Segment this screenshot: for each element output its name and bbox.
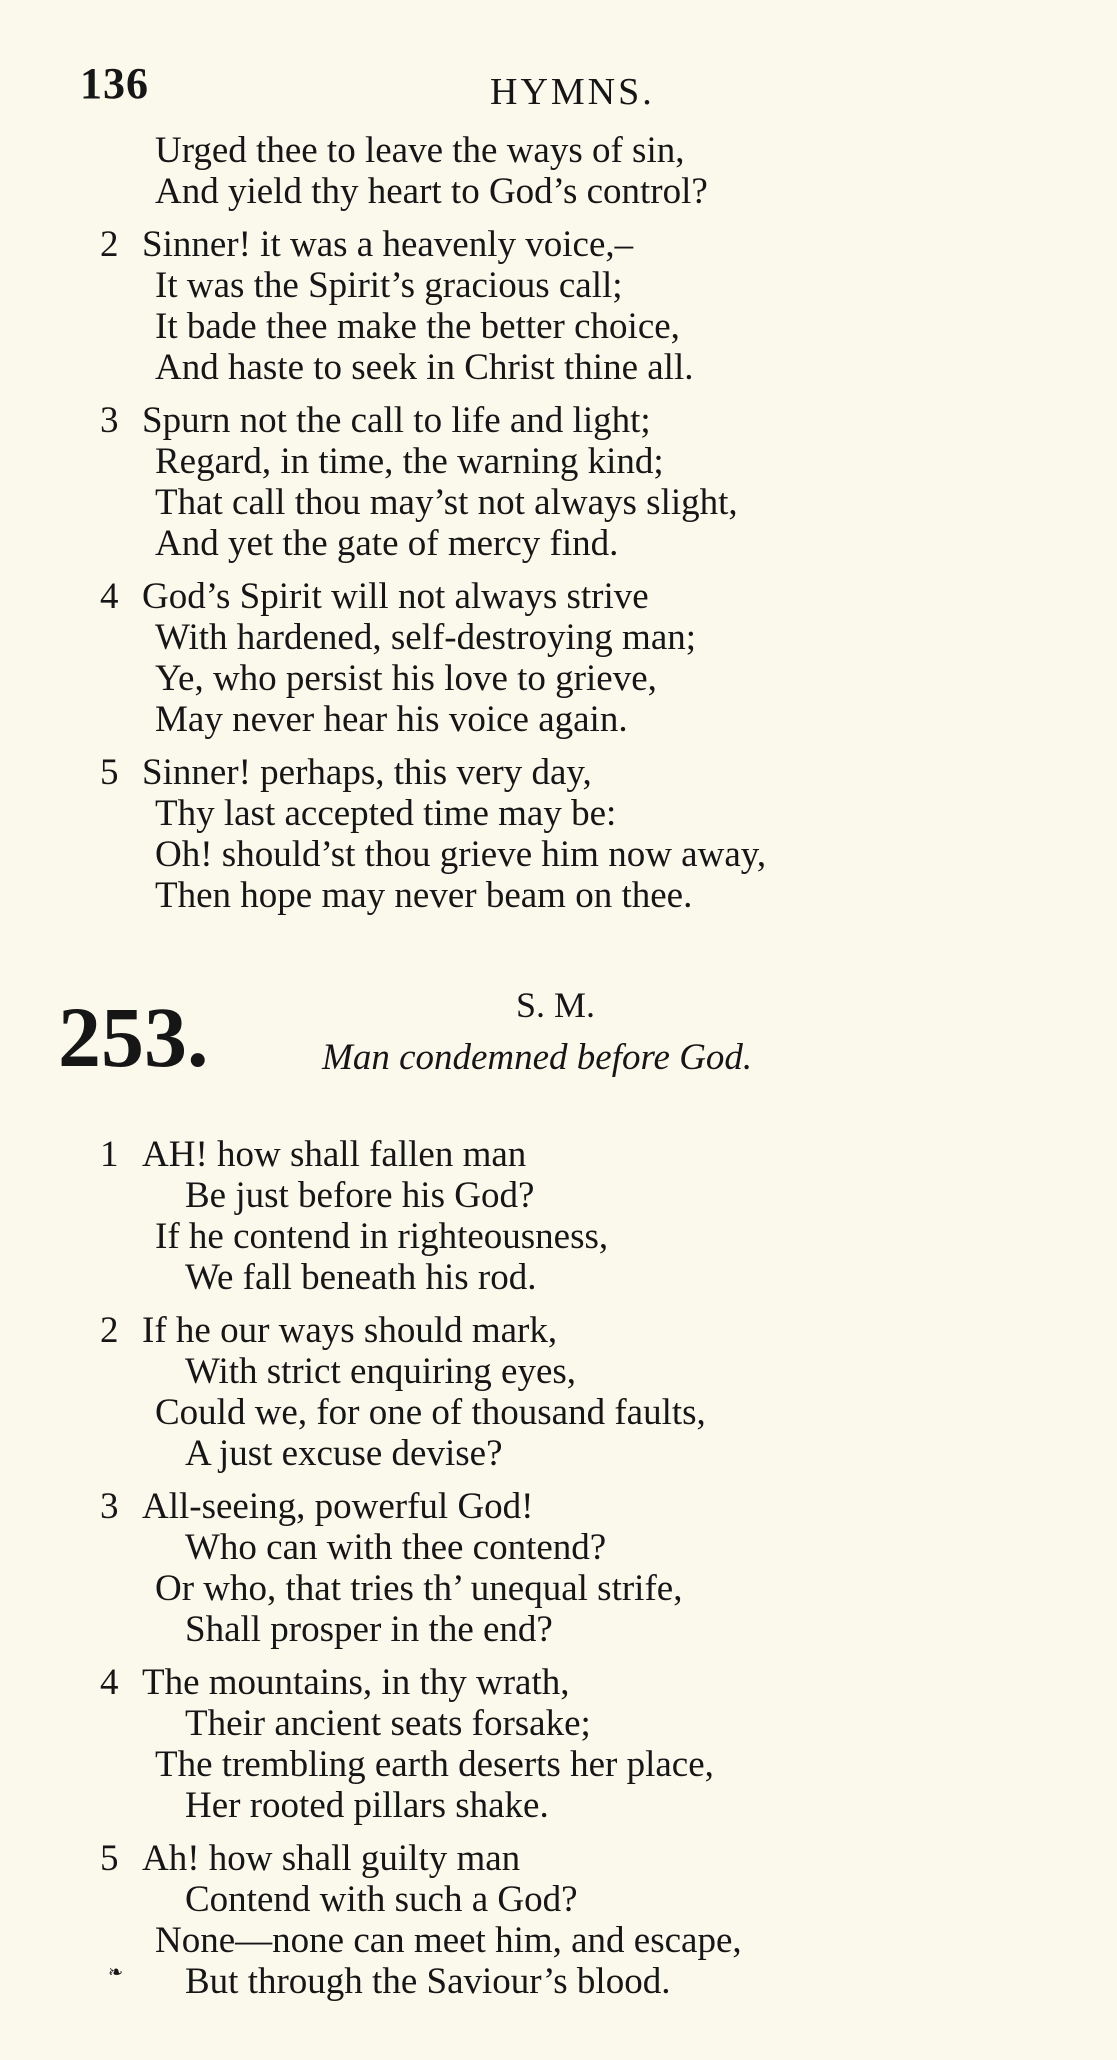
hymn-heading: [58, 984, 1000, 1134]
verse: [100, 576, 1000, 740]
verse-line: Her rooted pillars shake.: [185, 1785, 549, 1826]
verse-line: Urged thee to leave the ways of sin,: [155, 130, 685, 171]
verse-number: 5: [100, 1838, 119, 1879]
verse-number: 3: [100, 400, 119, 441]
hymn-number: 253.: [58, 989, 209, 1085]
verse-line: With hardened, self-destroying man;: [155, 617, 697, 658]
page-header: [80, 58, 1037, 118]
verse-line: That call thou may’st not always slight,: [155, 482, 738, 523]
verse-number: 2: [100, 1310, 119, 1351]
verse-number: 5: [100, 752, 119, 793]
verse-line: None—none can meet him, and escape,: [155, 1920, 742, 1961]
verse: [100, 752, 1000, 916]
verse-line: And yet the gate of mercy find.: [155, 523, 619, 564]
verse-line: Shall prosper in the end?: [185, 1609, 553, 1650]
verse-line: All-seeing, powerful God!: [142, 1486, 534, 1527]
verse-line: Who can with thee contend?: [185, 1527, 607, 1568]
verse-line: It bade thee make the better choice,: [155, 306, 680, 347]
verse-line: It was the Spirit’s gracious call;: [155, 265, 623, 306]
verse: [100, 1662, 1000, 1826]
verse-line: A just excuse devise?: [185, 1433, 503, 1474]
verse-line: AH! how shall fallen man: [142, 1134, 527, 1175]
verse-line: We fall beneath his rod.: [185, 1257, 537, 1298]
verse-line: If he contend in righteousness,: [155, 1216, 609, 1257]
verse-number: 3: [100, 1486, 119, 1527]
page-number: 136: [80, 59, 149, 108]
verse-line: Be just before his God?: [185, 1175, 535, 1216]
verse-line: Oh! should’st thou grieve him now away,: [155, 834, 767, 875]
verse-line: If he our ways should mark,: [142, 1310, 558, 1351]
verse-number: 4: [100, 576, 119, 617]
verse-line: Their ancient seats forsake;: [185, 1703, 591, 1744]
verse-line: Sinner! it was a heavenly voice,–: [142, 224, 634, 265]
verse-number: 1: [100, 1134, 119, 1175]
verse-line: Sinner! perhaps, this very day,: [142, 752, 592, 793]
verse-line: The mountains, in thy wrath,: [142, 1662, 570, 1703]
verse-number: 4: [100, 1662, 119, 1703]
hymn-title: Man condemned before God.: [322, 1037, 753, 1078]
verse-line: Could we, for one of thousand faults,: [155, 1392, 706, 1433]
verse-line: With strict enquiring eyes,: [185, 1351, 577, 1392]
verse: [100, 1134, 1000, 1298]
verse-line: Spurn not the call to life and light;: [142, 400, 651, 441]
verse-line: Regard, in time, the warning kind;: [155, 441, 664, 482]
verse-line: God’s Spirit will not always strive: [142, 576, 649, 617]
verse: [100, 1486, 1000, 1650]
verse: [100, 400, 1000, 564]
verse-line: Or who, that tries th’ unequal strife,: [155, 1568, 683, 1609]
verse-line: But through the Saviour’s blood.: [185, 1961, 671, 2002]
verse: [100, 1310, 1000, 1474]
running-title: HYMNS.: [490, 71, 655, 113]
printer-ornament-icon: ❧: [108, 1962, 124, 1982]
verse-line: Ah! how shall guilty man: [142, 1838, 521, 1879]
verse-line: May never hear his voice again.: [155, 699, 628, 740]
verse: [100, 224, 1000, 388]
hymn-meter: S. M.: [516, 985, 596, 1025]
verse-line: The trembling earth deserts her place,: [155, 1744, 714, 1785]
verse-line: Ye, who persist his love to grieve,: [155, 658, 657, 699]
verse-line: Then hope may never beam on thee.: [155, 875, 693, 916]
verse-line: Thy last accepted time may be:: [155, 793, 617, 834]
verse-continuation: [100, 130, 1000, 212]
verse-line: And haste to seek in Christ thine all.: [155, 347, 694, 388]
verse-line: Contend with such a God?: [185, 1879, 578, 1920]
verse: [100, 1838, 1000, 2002]
verse-line: And yield thy heart to God’s control?: [155, 171, 708, 212]
verse-number: 2: [100, 224, 119, 265]
page-body: [58, 130, 1000, 2002]
